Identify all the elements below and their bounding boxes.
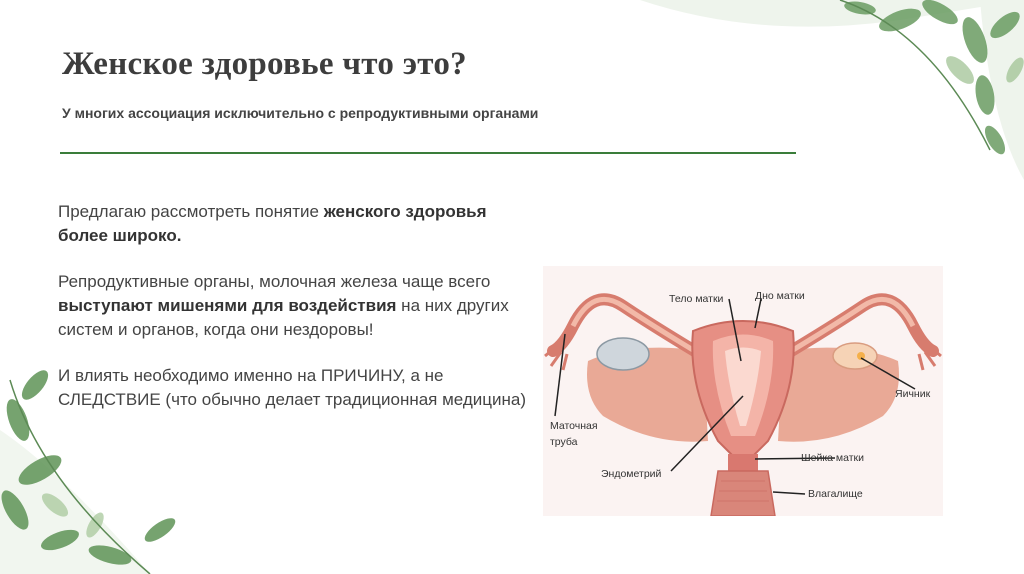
label-endometrium: Эндометрий [601, 468, 662, 480]
label-uterus-body: Тело матки [669, 293, 724, 305]
slide-subtitle: У многих ассоциация исключительно с репродуктивными органами [62, 105, 539, 121]
label-vagina: Влагалище [808, 488, 863, 500]
label-tube-2: труба [550, 436, 578, 448]
uterus-diagram [543, 266, 943, 516]
title-divider [60, 152, 796, 154]
label-ovary: Яичник [895, 388, 931, 400]
body-text [58, 200, 528, 434]
slide-title: Женское здоровье что это? [62, 46, 467, 82]
paragraph-2: Репродуктивные органы, молочная железа чаще всего выступают мишенями для воздействия на них других систем и органов, когда они нездоровы! [58, 272, 509, 339]
label-tube-1: Маточная [550, 420, 598, 432]
emphasis-1: женского здоровья более широко. [58, 202, 487, 245]
paragraph-1: Предлагаю рассмотреть понятие женского здоровья более широко. [58, 202, 487, 245]
emphasis-2: выступают мишенями для воздействия [58, 296, 397, 315]
paragraph-3: И влиять необходимо именно на ПРИЧИНУ, а не СЛЕДСТВИЕ (что обычно делает традиционная медицина) [58, 366, 527, 409]
label-fundus: Дно матки [755, 290, 805, 302]
label-cervix: Шейка матки [801, 452, 865, 464]
